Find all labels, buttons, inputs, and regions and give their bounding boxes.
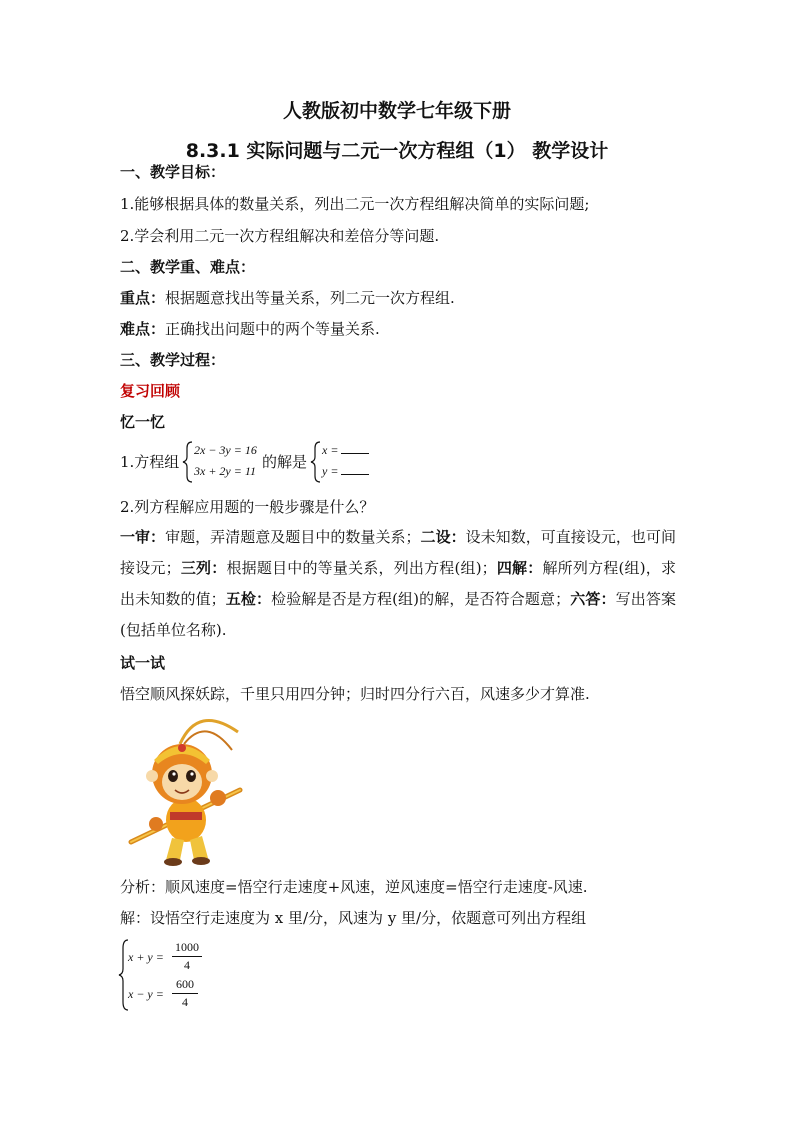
equation-2-denominator: 4: [182, 995, 188, 1009]
answer-x-row: [322, 443, 369, 458]
analysis-text: 分析：顺风速度=悟空行走速度+风速，逆风速度=悟空行走速度-风速.: [120, 878, 588, 896]
review-heading: 复习回顾: [120, 382, 181, 400]
step-3-text: 根据题目中的等量关系，列出方程(组)；: [226, 559, 497, 577]
equation-1-fraction: [172, 940, 202, 973]
solution-text: 解：设悟空行走速度为 x 里/分，风速为 y 里/分，依题意可列出方程组: [120, 909, 587, 927]
document-subtitle: 8.3.1 实际问题与二元一次方程组（1） 教学设计: [185, 140, 609, 162]
equation-1-numerator: 1000: [175, 940, 199, 954]
question-1-prefix: 1.方程组: [120, 453, 180, 471]
left-brace-icon: [182, 440, 194, 484]
section-heading-process: 三、教学过程：: [120, 351, 226, 369]
question-2: 2.列方程解应用题的一般步骤是什么？: [120, 498, 375, 516]
answer-x-blank: [341, 443, 369, 454]
step-1-text: 审题，弄清题意及题目中的数量关系；: [165, 528, 421, 546]
step-4-text: 解所列方程(组)，求出未知数的值；: [120, 559, 676, 608]
monkey-king-illustration: [128, 712, 243, 867]
step-5-label: 五检：: [225, 590, 272, 608]
equation-1-lhs: x + y =: [128, 950, 164, 964]
question-1-mid: 的解是: [262, 453, 308, 471]
answer-y-row: [322, 464, 369, 479]
step-6-text: 写出答案(包括单位名称).: [120, 590, 676, 639]
recall-heading: 忆一忆: [120, 413, 166, 431]
try-heading: 试一试: [120, 654, 166, 672]
key-point-text: 根据题意找出等量关系，列二元一次方程组.: [165, 289, 455, 307]
answer-y-blank: [341, 464, 369, 475]
equation-2-fraction: [172, 977, 198, 1010]
system-equation-2: 3x + 2y = 11: [194, 464, 256, 478]
system-equation-1: 2x − 3y = 16: [194, 443, 257, 457]
step-5-text: 检验解是否是方程(组)的解，是否符合题意；: [271, 590, 571, 608]
difficulty-text: 正确找出问题中的两个等量关系.: [165, 320, 380, 338]
equation-2-lhs: x − y =: [128, 987, 164, 1001]
poem-text: 悟空顺风探妖踪，千里只用四分钟；归时四分行六百，风速多少才算准.: [120, 685, 590, 703]
section-heading-key-points: 二、教学重、难点：: [120, 258, 256, 276]
answer-x-label: x =: [322, 443, 339, 457]
key-point-label: 重点：: [120, 289, 166, 307]
section-heading-objectives: 一、教学目标：: [120, 163, 226, 181]
equation-1-denominator: 4: [184, 958, 190, 972]
objective-item-2: 2.学会利用二元一次方程组解决和差倍分等问题.: [120, 227, 440, 245]
difficulty-line: [120, 319, 380, 339]
step-1-label: 一审：: [120, 528, 166, 546]
answer-y-label: y =: [322, 464, 339, 478]
step-3-label: 三列：: [180, 559, 227, 577]
step-4-label: 四解：: [496, 559, 543, 577]
document-title: 人教版初中数学七年级下册: [282, 100, 511, 122]
step-6-label: 六答：: [570, 590, 616, 608]
answer-brace-icon: [310, 440, 322, 484]
objective-item-1: 1.能够根据具体的数量关系，列出二元一次方程组解决简单的实际问题;: [120, 195, 590, 213]
step-2-label: 二设：: [420, 528, 466, 546]
key-point-line: [120, 288, 455, 308]
steps-paragraph: [120, 522, 676, 646]
step-2-text: 设未知数，可直接设元，也可间接设元；: [120, 528, 676, 577]
equation-2-numerator: 600: [176, 977, 194, 991]
difficulty-label: 难点：: [120, 320, 166, 338]
